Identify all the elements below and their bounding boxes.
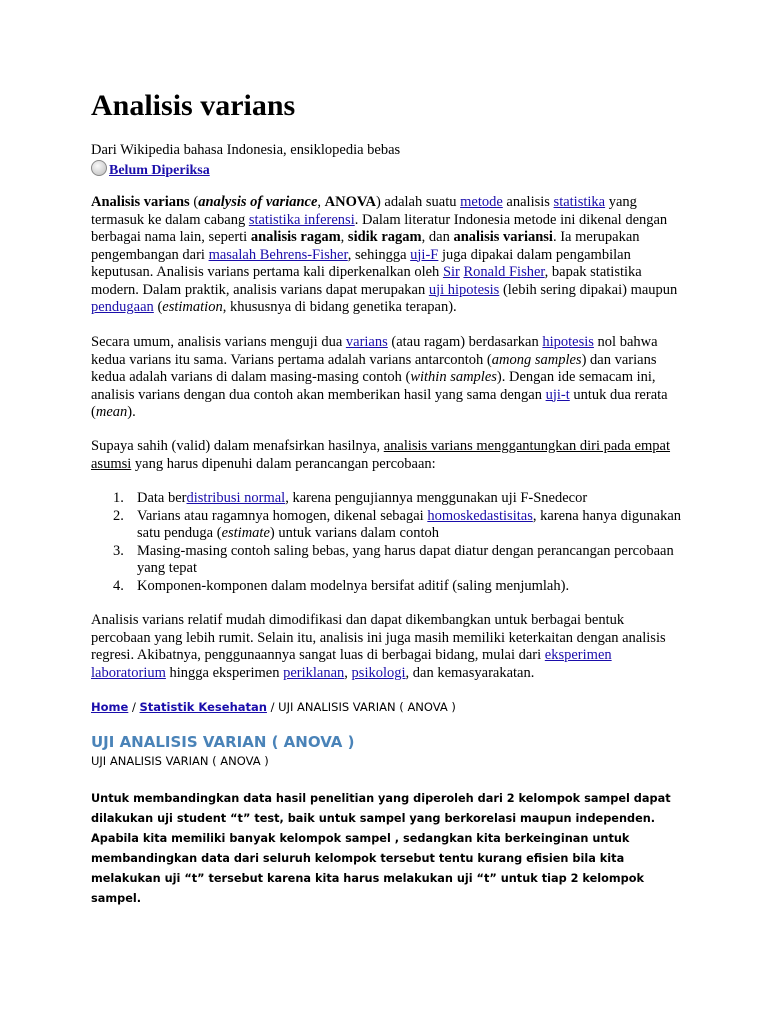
text: Varians atau ragamnya homogen, dikenal sebagai bbox=[137, 507, 428, 524]
breadcrumb-separator: / bbox=[266, 700, 279, 714]
applications-paragraph bbox=[91, 612, 681, 682]
breadcrumb bbox=[91, 699, 456, 715]
text: ). Dengan ide semacam ini, analisis varians dengan dua contoh akan memberikan hasil yang sama dengan bbox=[91, 369, 656, 403]
term-italic: among samples bbox=[491, 351, 582, 368]
link-ronald-fisher[interactable]: Ronald Fisher bbox=[463, 264, 545, 280]
list-item bbox=[91, 490, 681, 508]
section-subheading: UJI ANALISIS VARIAN ( ANOVA ) bbox=[91, 754, 269, 768]
list-number: 1. bbox=[113, 490, 124, 506]
list-number: 4. bbox=[113, 577, 124, 594]
text: , dan kemasyarakatan. bbox=[405, 664, 535, 681]
term-bold: Analisis varians bbox=[91, 194, 190, 210]
list-item bbox=[91, 508, 681, 543]
link-metode[interactable]: metode bbox=[460, 194, 503, 210]
link-pendugaan[interactable]: pendugaan bbox=[91, 299, 154, 315]
term-bold: sidik ragam bbox=[347, 229, 422, 245]
link-eksperimen[interactable]: eksperimen bbox=[544, 647, 612, 663]
link-statistika[interactable]: statistika bbox=[553, 194, 606, 210]
text: . Dalam literatur Indonesia metode ini dikenal dengan berbagai nama lain, seperti bbox=[91, 211, 668, 245]
term-bold: ANOVA bbox=[324, 194, 376, 210]
term-italic: estimation bbox=[162, 299, 223, 315]
text: ) untuk varians dalam contoh bbox=[269, 525, 440, 541]
text: Analisis varians relatif mudah dimodifikasi dan dapat dikembangkan untuk berbagai bentuk percobaan yang lebih rumit. Selain itu, analisis ini juga masih memiliki keterkaitan dengan analisis regresi. Akibatnya, penggunaannya sangat luas di berbagai bidang, mulai dari bbox=[91, 612, 666, 663]
text: , bbox=[344, 664, 352, 681]
assumptions-list bbox=[91, 490, 681, 595]
term-italic: analysis of variance bbox=[198, 194, 318, 210]
breadcrumb-home[interactable]: Home bbox=[91, 700, 129, 714]
term-italic: within samples bbox=[410, 369, 497, 385]
text: ). bbox=[127, 404, 136, 420]
breadcrumb-category[interactable]: Statistik Kesehatan bbox=[139, 700, 267, 714]
text: Supaya sahih (valid) dalam menafsirkan hasilnya, bbox=[91, 438, 384, 454]
section-body: Untuk membandingkan data hasil penelitian yang diperoleh dari 2 kelompok sampel dapat dilakukan uji student “t” test, baik untuk sampel yang berkorelasi maupun independen. Apabila kita memiliki banyak kelompok sampel , sedangkan kita berkeinginan untuk membandingkan data dari seluruh kelompok tersebut tentu kurang efisien bila kita melakukan uji “t” tersebut karena kita harus melakukan uji “t” untuk tiap 2 kelompok sampel. bbox=[91, 792, 671, 905]
text: juga dipakai dalam pengambilan keputusan. Analisis varians pertama kali diperkenalkan oleh bbox=[91, 246, 631, 280]
term-bold: analisis variansi bbox=[453, 229, 553, 245]
term-bold: analisis ragam bbox=[250, 229, 341, 245]
text: . Ia merupakan pengembangan dari bbox=[91, 229, 640, 263]
text: Masing-masing contoh saling bebas, yang harus dapat diatur dengan perancangan percobaan yang tepat bbox=[137, 542, 674, 576]
text: ) dan varians kedua adalah varians di dalam masing-masing contoh ( bbox=[91, 351, 657, 385]
link-hipotesis[interactable]: hipotesis bbox=[542, 334, 594, 350]
text: (lebih sering dipakai) maupun bbox=[499, 281, 678, 298]
text: ) adalah suatu bbox=[375, 194, 461, 210]
review-status-icon bbox=[91, 160, 107, 176]
link-psikologi[interactable]: psikologi bbox=[351, 664, 406, 681]
link-homoskedastisitas[interactable]: homoskedastisitas bbox=[427, 507, 533, 524]
text: Secara umum, analisis varians menguji dua bbox=[91, 334, 346, 350]
list-number: 3. bbox=[113, 542, 124, 559]
term-bold bbox=[198, 194, 317, 210]
link-statistika-inferensi[interactable]: statistika inferensi bbox=[248, 211, 355, 228]
section-heading: UJI ANALISIS VARIAN ( ANOVA ) bbox=[91, 733, 355, 751]
intro-paragraph bbox=[91, 194, 681, 317]
text: , karena pengujiannya menggunakan uji F-Snedecor bbox=[285, 490, 588, 506]
assumptions-underlined: analisis varians menggantungkan diri pada empat asumsi bbox=[91, 438, 671, 472]
text: untuk dua rerata ( bbox=[91, 386, 668, 420]
list-item bbox=[91, 578, 681, 596]
text: , karena hanya digunakan satu penduga ( bbox=[137, 507, 682, 541]
general-paragraph bbox=[91, 334, 681, 422]
text: analisis bbox=[502, 194, 554, 210]
link-sir[interactable]: Sir bbox=[442, 264, 460, 280]
text: , bbox=[340, 229, 348, 245]
text: , dan bbox=[421, 229, 454, 245]
page-title: Analisis varians bbox=[91, 89, 296, 122]
term-italic: mean bbox=[95, 404, 128, 420]
text: yang harus dipenuhi dalam perancangan percobaan: bbox=[131, 455, 436, 472]
list-number: 2. bbox=[113, 507, 124, 524]
link-laboratorium[interactable]: laboratorium bbox=[91, 664, 166, 681]
review-status-link[interactable]: Belum Diperiksa bbox=[109, 163, 210, 178]
text: , sehingga bbox=[347, 246, 411, 263]
breadcrumb-separator: / bbox=[128, 700, 140, 714]
text: nol bahwa kedua varians itu sama. Varians pertama adalah varians antarcontoh ( bbox=[91, 334, 658, 368]
text: (atau ragam) berdasarkan bbox=[387, 334, 543, 350]
term-italic: estimate bbox=[221, 525, 270, 541]
list-item bbox=[91, 543, 681, 578]
text: , khususnya di bidang genetika terapan). bbox=[222, 299, 457, 315]
text: ( bbox=[153, 299, 163, 315]
link-uji-t[interactable]: uji-t bbox=[545, 386, 570, 403]
text: Data ber bbox=[137, 490, 187, 506]
link-uji-f[interactable]: uji-F bbox=[410, 246, 439, 263]
text: yang termasuk ke dalam cabang bbox=[91, 194, 637, 228]
link-periklanan[interactable]: periklanan bbox=[283, 664, 345, 681]
text: Komponen-komponen dalam modelnya bersifat aditif (saling menjumlah). bbox=[137, 577, 570, 594]
article-subtitle: Dari Wikipedia bahasa Indonesia, ensiklopedia bebas bbox=[91, 142, 401, 158]
text: hingga eksperimen bbox=[165, 664, 284, 681]
link-behrens-fisher[interactable]: masalah Behrens-Fisher bbox=[208, 246, 348, 263]
assumptions-intro bbox=[91, 438, 681, 473]
link-distribusi-normal[interactable]: distribusi normal bbox=[186, 490, 286, 506]
text: , bapak statistika modern. Dalam praktik, analisis varians dapat merupakan bbox=[91, 264, 642, 298]
link-varians[interactable]: varians bbox=[345, 334, 388, 350]
breadcrumb-current: UJI ANALISIS VARIAN ( ANOVA ) bbox=[278, 700, 456, 714]
text: ( bbox=[189, 194, 199, 210]
text: , bbox=[317, 194, 325, 210]
review-status[interactable] bbox=[91, 160, 210, 181]
link-uji-hipotesis[interactable]: uji hipotesis bbox=[428, 281, 500, 298]
